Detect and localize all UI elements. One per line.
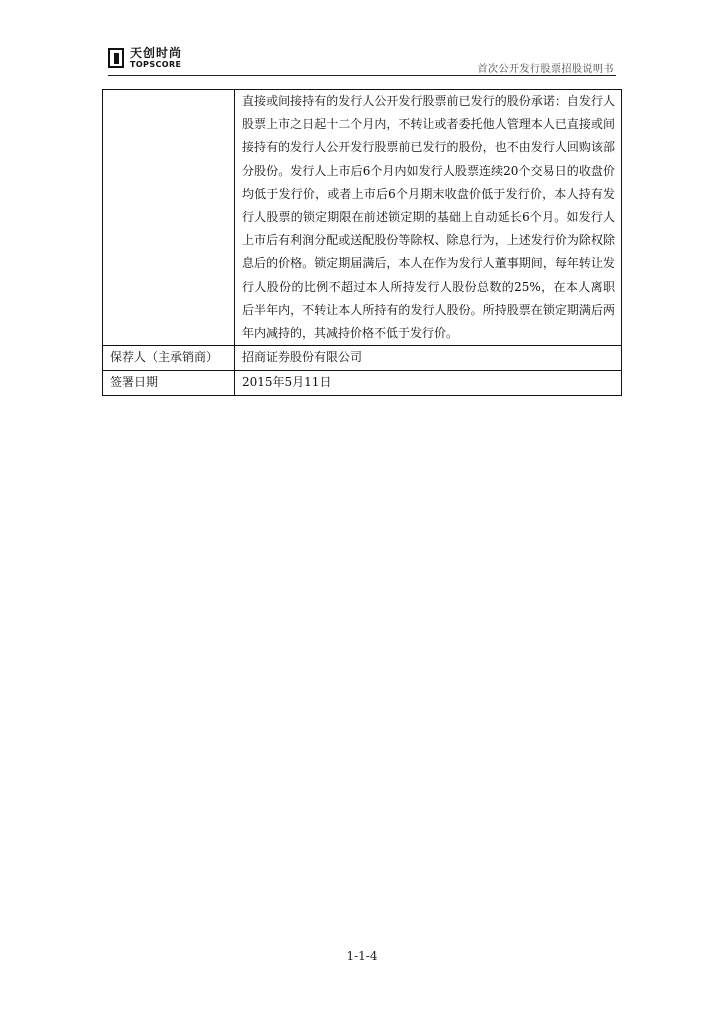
header-divider <box>108 75 616 76</box>
topscore-logo-icon <box>108 48 124 68</box>
logo-chinese-name: 天创时尚 <box>130 46 183 60</box>
page-number: 1-1-4 <box>346 949 378 963</box>
sponsor-label-cell: 保荐人（主承销商） <box>103 346 235 371</box>
signing-date-label-cell: 签署日期 <box>103 371 235 396</box>
table-row-sponsor <box>103 346 622 371</box>
document-title: 首次公开发行股票招股说明书 <box>477 64 614 75</box>
table-row-commitment <box>103 90 622 346</box>
table-row-signing-date <box>103 371 622 396</box>
info-table <box>102 89 622 396</box>
logo-english-name: TOPSCORE <box>130 60 182 69</box>
page-header <box>108 46 616 76</box>
signing-date-value-cell: 2015年5月11日 <box>235 371 622 396</box>
commitment-label-cell <box>103 90 235 346</box>
sponsor-value-cell: 招商证券股份有限公司 <box>235 346 622 371</box>
commitment-text-cell: 直接或间接持有的发行人公开发行股票前已发行的股份承诺：自发行人股票上市之日起十二个月内，不转让或者委托他人管理本人已直接或间接持有的发行人公开发行股票前已发行的股份，也不由发行人回购该部分股份。发行人上市后6个月内如发行人股票连续20个交易日的收盘价均低于发行价，或者上市后6个月期末收盘价低于发行价，本人持有发行人股票的锁定期限在前述锁定期的基础上自动延长6个月。如发行人上市后有利润分配或送配股份等除权、除息行为，上述发行价为除权除息后的价格。锁定期届满后，本人在作为发行人董事期间，每年转让发行人股份的比例不超过本人所持发行人股份总数的25%，在本人离职后半年内，不转让本人所持有的发行人股份。所持股票在锁定期满后两年内减持的，其减持价格不低于发行价。 <box>235 90 622 346</box>
